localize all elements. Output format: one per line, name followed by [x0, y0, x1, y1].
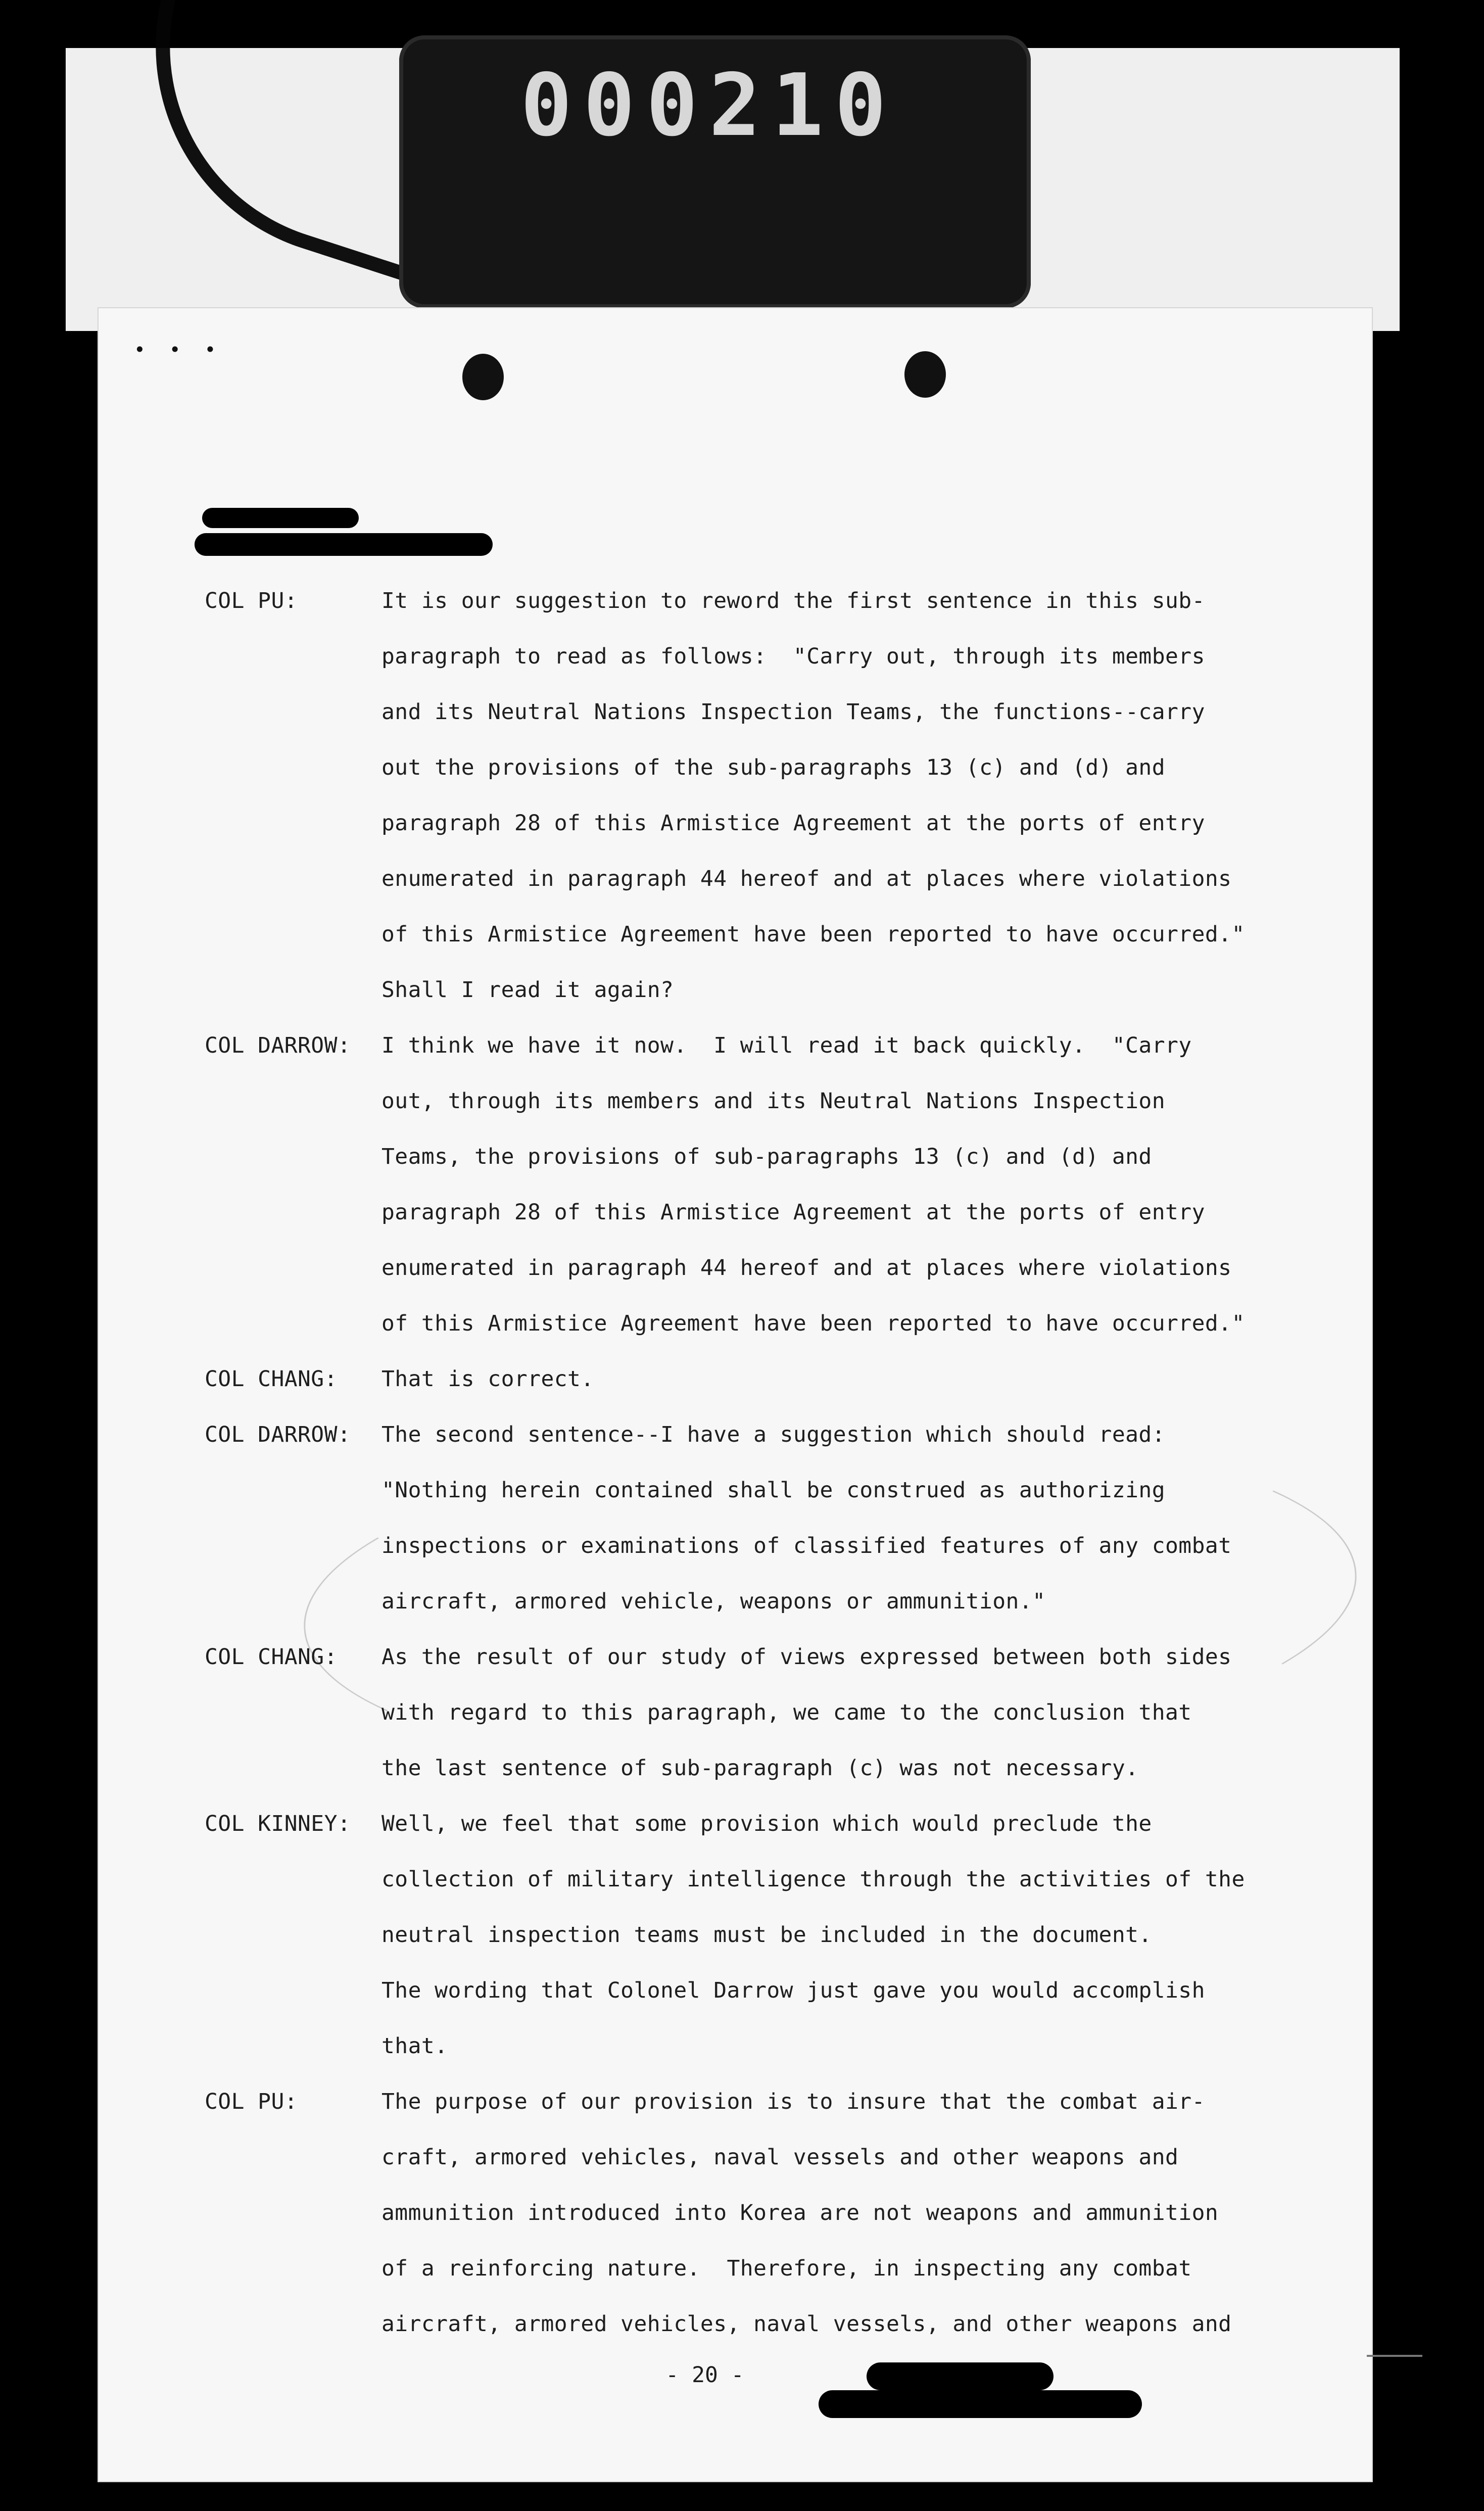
transcript-line: [205, 1359, 1347, 1399]
transcript-line: [205, 1415, 1347, 1454]
transcript-text: aircraft, armored vehicle, weapons or ammunition.": [381, 1589, 1046, 1614]
transcript-text: enumerated in paragraph 44 hereof and at places where violations: [381, 866, 1232, 891]
transcript-line: [205, 1582, 1347, 1621]
page-number: - 20 -: [665, 2362, 744, 2388]
transcript-line: [205, 2304, 1347, 2344]
transcript-line: [205, 1748, 1347, 1788]
transcript-line: [205, 1915, 1347, 1955]
transcript-line: [205, 859, 1347, 898]
bottom-redaction-short: [867, 2362, 1054, 2390]
paper-edge-mark: [1367, 2355, 1422, 2357]
transcript-text: The second sentence--I have a suggestion which should read:: [381, 1422, 1166, 1447]
transcript-line: [205, 1637, 1347, 1677]
transcript-line: [205, 1860, 1347, 1899]
transcript-line: [205, 1248, 1347, 1288]
transcript-text: with regard to this paragraph, we came to the conclusion that: [381, 1700, 1192, 1725]
transcript-line: [205, 2138, 1347, 2177]
transcript-text: the last sentence of sub-paragraph (c) was not necessary.: [381, 1756, 1139, 1781]
transcript-text: That is correct.: [381, 1366, 594, 1392]
transcript-line: [205, 637, 1347, 676]
transcript-text: of this Armistice Agreement have been reported to have occurred.": [381, 922, 1245, 947]
transcript-text: paragraph to read as follows: "Carry out, through its members: [381, 644, 1205, 669]
bottom-redaction-long: [819, 2390, 1142, 2418]
speaker-label: COL DARROW:: [205, 1033, 351, 1058]
transcript-line: [205, 1693, 1347, 1732]
document-page: [99, 308, 1372, 2481]
transcript-line: [205, 581, 1347, 621]
transcript-text: of a reinforcing nature. Therefore, in inspecting any combat: [381, 2256, 1192, 2281]
transcript-text: craft, armored vehicles, naval vessels and other weapons and: [381, 2145, 1179, 2170]
top-redaction-short: [202, 508, 359, 528]
transcript-line: [205, 1304, 1347, 1343]
transcript-text: out, through its members and its Neutral Nations Inspection: [381, 1088, 1166, 1114]
transcript-line: [205, 1804, 1347, 1843]
transcript-text: paragraph 28 of this Armistice Agreement at the ports of entry: [381, 811, 1205, 836]
speaker-label: COL CHANG:: [205, 1644, 338, 1670]
transcript-text: that.: [381, 2033, 448, 2059]
transcript-line: [205, 692, 1347, 732]
speaker-label: COL KINNEY:: [205, 1811, 351, 1836]
speaker-label: COL CHANG:: [205, 1366, 338, 1392]
transcript-line: [205, 2249, 1347, 2288]
transcript-text: paragraph 28 of this Armistice Agreement at the ports of entry: [381, 1200, 1205, 1225]
transcript-line: [205, 2193, 1347, 2233]
speaker-label: COL DARROW:: [205, 1422, 351, 1447]
frame-counter: [399, 35, 1031, 308]
transcript-text: It is our suggestion to reword the first sentence in this sub-: [381, 588, 1205, 613]
transcript-line: [205, 1026, 1347, 1065]
transcript-text: Well, we feel that some provision which would preclude the: [381, 1811, 1152, 1836]
transcript-text: The wording that Colonel Darrow just gave you would accomplish: [381, 1978, 1205, 2003]
transcript-text: out the provisions of the sub-paragraphs 13 (c) and (d) and: [381, 755, 1166, 780]
transcript-text: "Nothing herein contained shall be construed as authorizing: [381, 1478, 1166, 1503]
transcript-text: enumerated in paragraph 44 hereof and at places where violations: [381, 1255, 1232, 1281]
speaker-label: COL PU:: [205, 588, 298, 613]
transcript-line: [205, 2082, 1347, 2121]
right-punch-hole: [904, 351, 946, 398]
transcript-text: aircraft, armored vehicles, naval vessels, and other weapons and: [381, 2311, 1232, 2337]
transcript-text: ammunition introduced into Korea are not weapons and ammunition: [381, 2200, 1219, 2225]
transcript-text: and its Neutral Nations Inspection Teams, the functions--carry: [381, 699, 1205, 725]
transcript-text: As the result of our study of views expressed between both sides: [381, 1644, 1232, 1670]
transcript-line: [205, 1137, 1347, 1176]
paper-specks: • • •: [134, 339, 222, 361]
transcript-text: Teams, the provisions of sub-paragraphs 13 (c) and (d) and: [381, 1144, 1152, 1169]
transcript-line: [205, 803, 1347, 843]
transcript-text: I think we have it now. I will read it back quickly. "Carry: [381, 1033, 1192, 1058]
transcript-line: [205, 1081, 1347, 1121]
transcript-line: [205, 1471, 1347, 1510]
transcript-text: inspections or examinations of classified features of any combat: [381, 1533, 1232, 1558]
transcript-text: collection of military intelligence through the activities of the: [381, 1867, 1245, 1892]
transcript-text: The purpose of our provision is to insure that the combat air-: [381, 2089, 1205, 2114]
transcript-line: [205, 1526, 1347, 1566]
left-punch-hole: [462, 354, 504, 400]
transcript-text: Shall I read it again?: [381, 977, 674, 1003]
transcript-line: [205, 2026, 1347, 2066]
transcript-line: [205, 970, 1347, 1010]
top-redaction-long: [195, 533, 493, 556]
transcript-line: [205, 915, 1347, 954]
transcript-text: neutral inspection teams must be included in the document.: [381, 1922, 1152, 1948]
speaker-label: COL PU:: [205, 2089, 298, 2114]
transcript-line: [205, 1971, 1347, 2010]
transcript-line: [205, 748, 1347, 787]
transcript-line: [205, 1193, 1347, 1232]
transcript-text: of this Armistice Agreement have been reported to have occurred.": [381, 1311, 1245, 1336]
frame-counter-digits: 000210: [520, 56, 898, 156]
